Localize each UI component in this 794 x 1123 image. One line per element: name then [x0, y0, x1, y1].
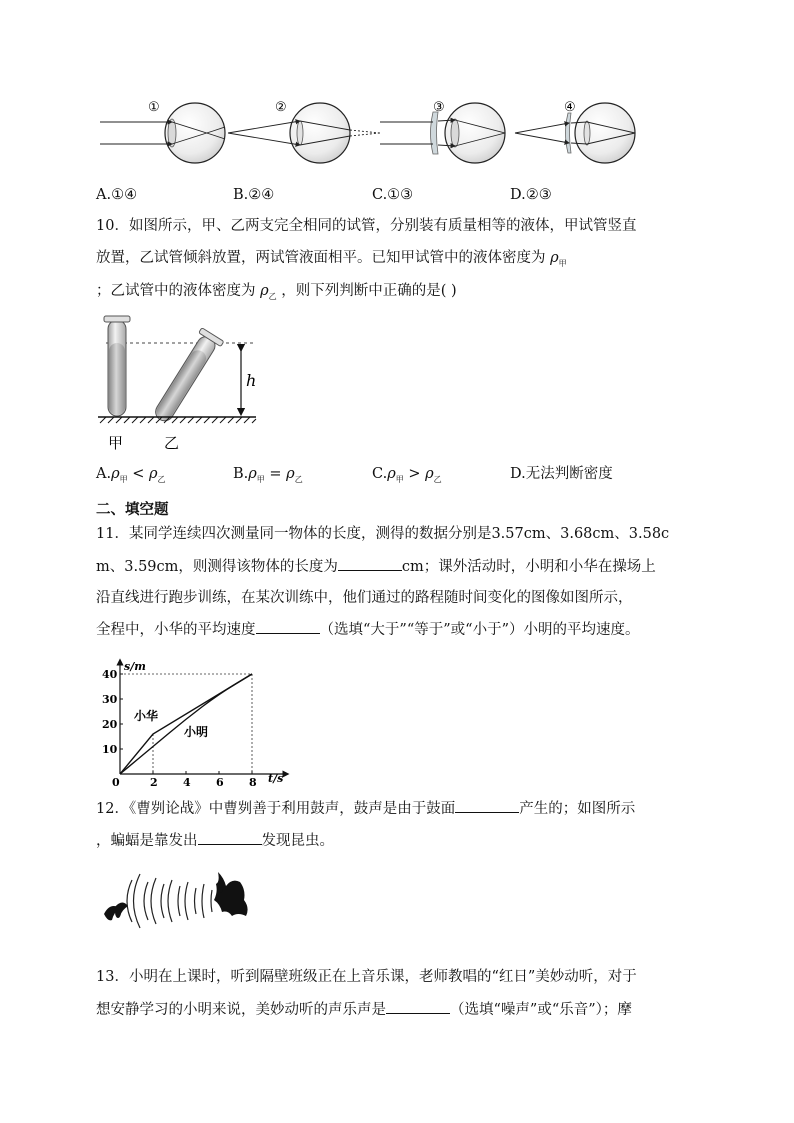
q10-line-2 — [96, 248, 567, 274]
series-line-xiaohua — [120, 674, 252, 774]
test-tube-jia — [104, 316, 130, 416]
rho-symbol: ρ — [149, 466, 158, 482]
answer-blank[interactable] — [455, 798, 519, 813]
rho-subscript-yi: 乙 — [433, 474, 442, 484]
rho-symbol: ρ — [425, 466, 434, 482]
eye-label-3: ③ — [433, 100, 445, 115]
q9-option-b[interactable]: B.②④ — [233, 187, 275, 203]
eye-label-1: ① — [148, 100, 160, 115]
distance-time-chart — [96, 658, 296, 786]
q10-line-1: 10．如图所示，甲、乙两支完全相同的试管，分别装有质量相等的液体，甲试管竖直 — [96, 218, 637, 234]
q10-option-c[interactable] — [372, 464, 442, 490]
q10-option-d[interactable]: D.无法判断密度 — [510, 466, 613, 482]
rho-subscript-yi: 乙 — [268, 291, 277, 301]
q10-option-a[interactable] — [96, 464, 166, 490]
moth-icon — [104, 902, 128, 920]
x-tick-label: 2 — [150, 776, 158, 786]
q9-option-c[interactable]: C.①③ — [372, 187, 414, 203]
eye-diagram-figure — [95, 98, 645, 170]
q12-line-1-tail: 产生的；如图所示 — [519, 801, 636, 817]
eye-diagram-1 — [100, 100, 225, 163]
q12-line-2-tail: 发现昆虫。 — [261, 833, 334, 849]
q10-line-2-text: 放置，乙试管倾斜放置，两试管液面相平。已知甲试管中的液体密度为 — [96, 250, 546, 266]
q13-line-1: 13．小明在上课时，听到隔壁班级正在上音乐课，老师教唱的“红日”美妙动听，对于 — [96, 969, 637, 985]
test-tube-figure — [96, 312, 266, 454]
rho-symbol: ρ — [286, 466, 295, 482]
compare-operator: > — [408, 466, 421, 482]
y-tick-label: 10 — [102, 743, 118, 756]
series-label-xiaoming: 小明 — [184, 725, 209, 739]
rho-subscript-yi: 乙 — [157, 474, 166, 484]
rho-symbol: ρ — [387, 466, 396, 482]
series-line-xiaoming — [120, 674, 252, 774]
q11-line-1: 11．某同学连续四次测量同一物体的长度，测得的数据分别是3.57cm、3.68cm、3.58c — [96, 526, 670, 542]
label-yi: 乙 — [164, 434, 180, 452]
x-axis-label: t/s — [268, 772, 284, 785]
rho-symbol: ρ — [248, 466, 257, 482]
q12-line-1 — [96, 798, 635, 819]
y-tick-label: 40 — [102, 668, 118, 681]
q12-line-1-text: 12．《曹刿论战》中曹刿善于利用鼓声，鼓声是由于鼓面 — [96, 801, 456, 817]
q9-option-a[interactable]: A.①④ — [96, 187, 138, 203]
rho-symbol: ρ — [550, 250, 559, 266]
rho-subscript-jia: 甲 — [119, 474, 128, 484]
q11-line-2 — [96, 556, 656, 577]
q13-line-2 — [96, 999, 632, 1020]
q11-line-4-tail: （选填“大于”“等于”或“小于”）小明的平均速度。 — [319, 622, 640, 638]
rho-subscript-jia: 甲 — [256, 474, 265, 484]
compare-operator: < — [132, 466, 145, 482]
q12-line-2-text: ，蝙蝠是靠发出 — [96, 833, 198, 849]
eye-label-2: ② — [275, 100, 287, 115]
y-axis-label: s/m — [124, 660, 146, 673]
series-label-xiaohua: 小华 — [134, 709, 159, 723]
rho-subscript-jia: 甲 — [395, 474, 404, 484]
compare-operator: = — [269, 466, 282, 482]
q9-option-d[interactable]: D.②③ — [510, 187, 552, 203]
q12-line-2 — [96, 830, 334, 851]
option-prefix: B. — [233, 466, 249, 482]
option-prefix: C. — [372, 466, 388, 482]
q11-line-3: 沿直线进行跑步训练，在某次训练中，他们通过的路程随时间变化的图像如图所示， — [96, 590, 633, 606]
section-heading: 二、填空题 — [96, 501, 169, 518]
x-tick-label: 6 — [216, 776, 224, 786]
x-tick-label: 0 — [112, 776, 120, 786]
bat-icon — [214, 872, 248, 916]
answer-blank[interactable] — [386, 999, 450, 1014]
ground-hatching — [100, 417, 256, 423]
q10-option-b[interactable] — [233, 464, 303, 490]
answer-blank[interactable] — [198, 830, 262, 845]
y-tick-label: 30 — [102, 693, 118, 706]
test-tube-yi — [149, 328, 224, 427]
sound-wave-arcs — [127, 874, 212, 928]
q10-line-3-tail: ，则下列判断中正确的是( ) — [281, 283, 457, 299]
label-jia: 甲 — [108, 434, 124, 452]
rho-symbol: ρ — [111, 466, 120, 482]
rho-subscript-yi: 乙 — [294, 474, 303, 484]
q13-line-2-text: 想安静学习的小明来说，美妙动听的声乐声是 — [96, 1002, 386, 1018]
q13-line-2-tail: （选填“噪声”或“乐音”）；摩 — [450, 1002, 632, 1018]
x-tick-label: 4 — [183, 776, 191, 786]
rho-subscript-jia: 甲 — [558, 258, 567, 268]
answer-blank[interactable] — [256, 619, 320, 634]
y-tick-label: 20 — [102, 718, 118, 731]
x-tick-label: 8 — [249, 776, 257, 786]
height-label: h — [246, 371, 257, 390]
bat-echolocation-figure — [100, 868, 255, 934]
q11-line-4 — [96, 619, 639, 640]
answer-blank[interactable] — [338, 556, 402, 571]
q11-line-2-tail: cm；课外活动时，小明和小华在操场上 — [401, 559, 656, 575]
q11-line-4-text: 全程中，小华的平均速度 — [96, 622, 256, 638]
eye-label-4: ④ — [564, 100, 576, 115]
q11-line-2-text: m、3.59cm，则测得该物体的长度为 — [96, 559, 338, 575]
q10-line-3 — [96, 281, 457, 307]
eye-diagram-4 — [515, 100, 635, 163]
rho-symbol: ρ — [260, 283, 269, 299]
eye-diagram-3 — [380, 100, 505, 163]
eye-diagram-2 — [228, 100, 380, 163]
option-prefix: A. — [96, 466, 112, 482]
q10-line-3-text: ；乙试管中的液体密度为 — [96, 283, 256, 299]
